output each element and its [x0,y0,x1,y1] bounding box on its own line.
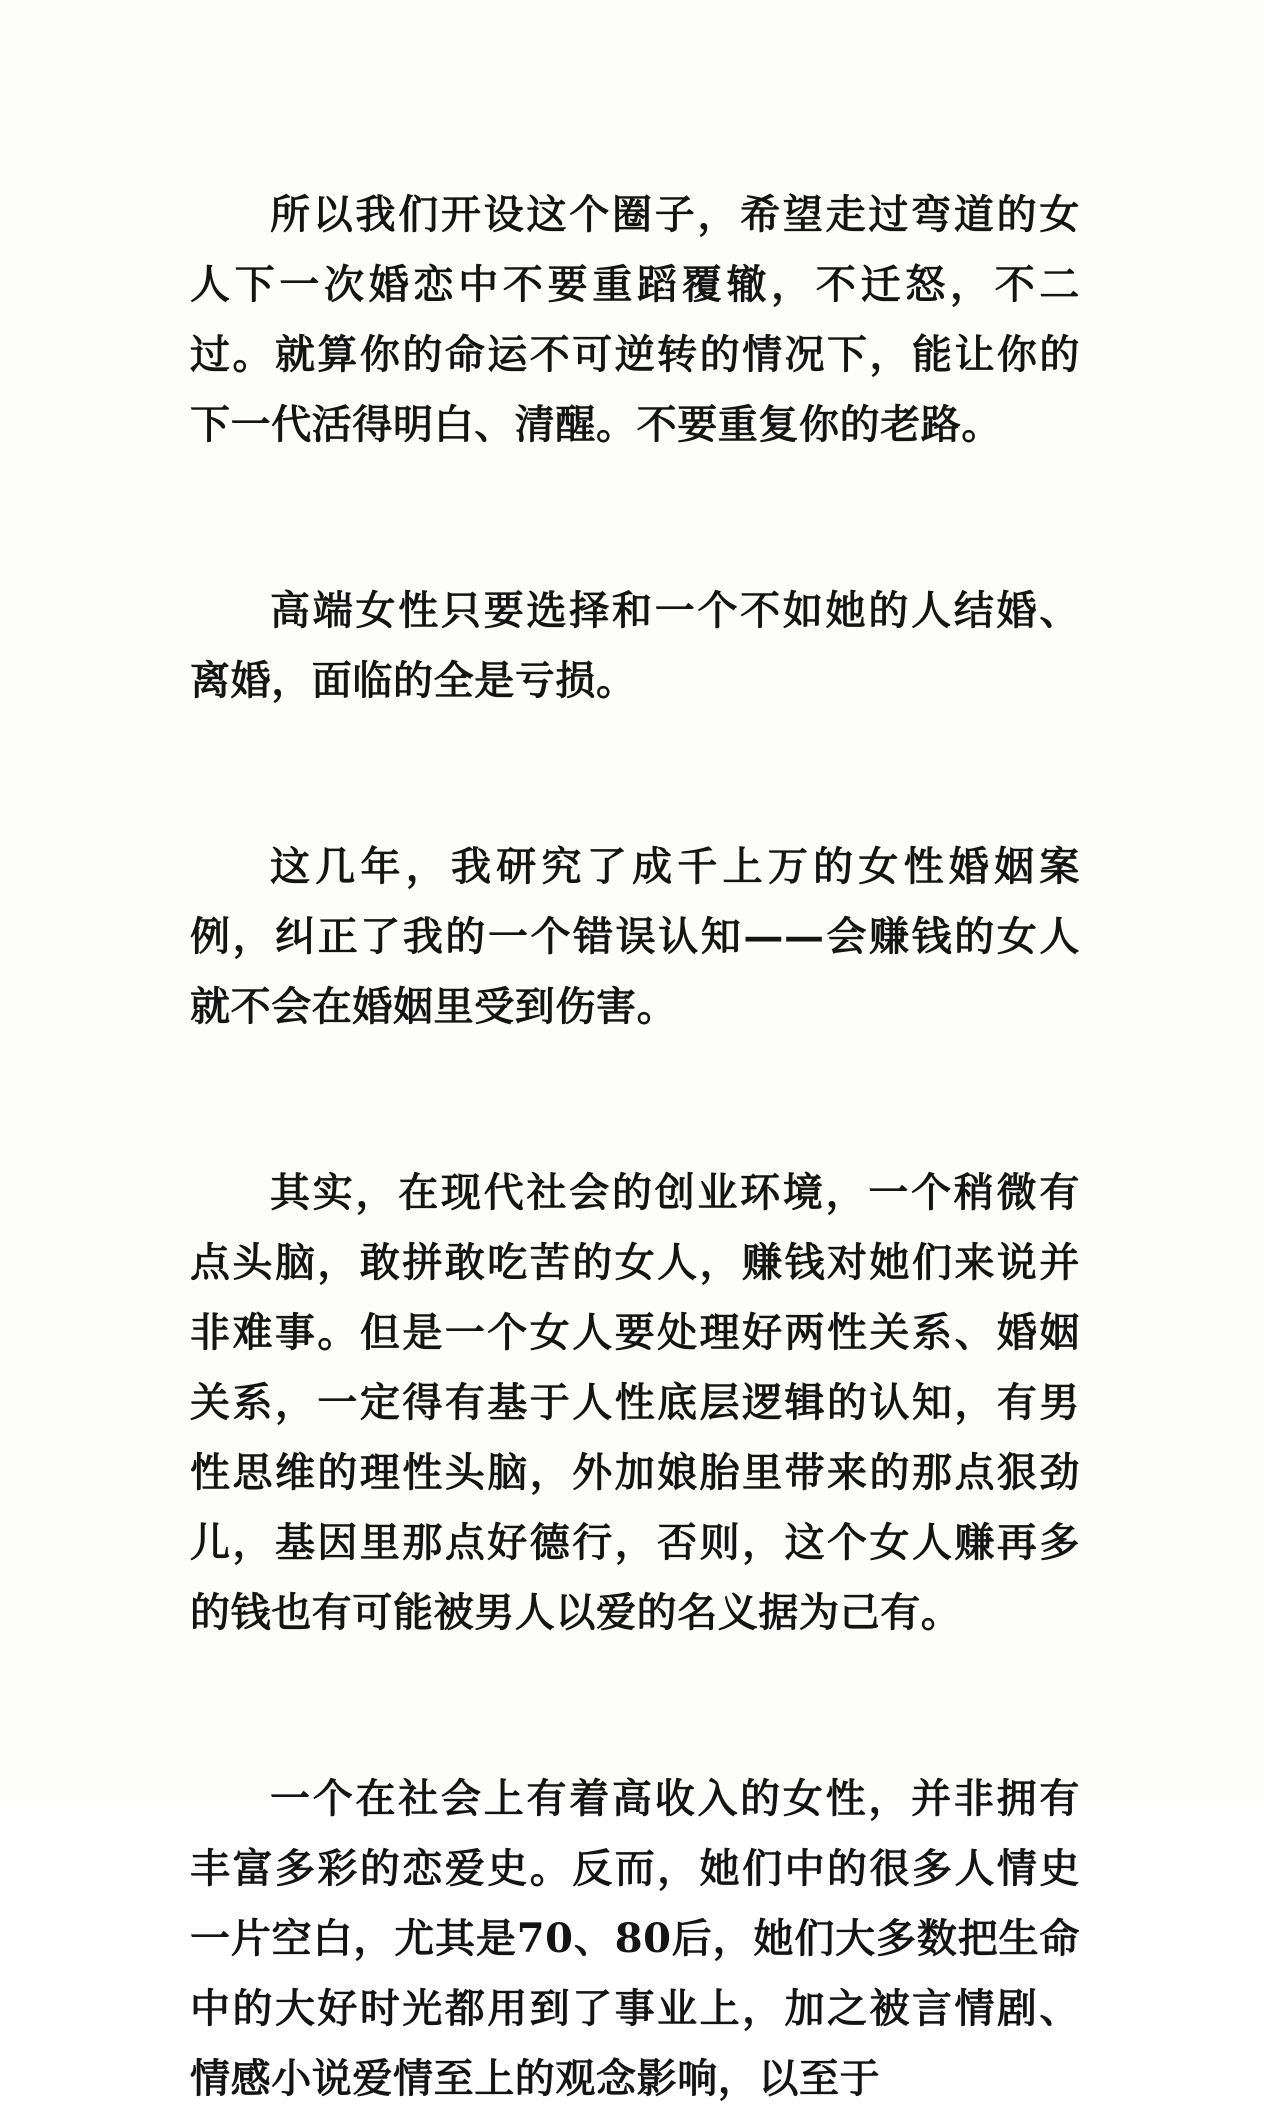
paragraph-2: 高端女性只要选择和一个不如她的人结婚、离婚，面临的全是亏损。 [190,587,1080,704]
paragraph-5: 一个在社会上有着高收入的女性，并非拥有丰富多彩的恋爱史。反而，她们中的很多人情史一片空白，尤其是70、80后，她们大多数把生命中的大好时光都用到了事业上，加之被言情剧、情感小说爱情至上的观念影响，以至于 [190,1775,1080,2102]
paragraph-1: 所以我们开设这个圈子，希望走过弯道的女人下一次婚恋中不要重蹈覆辙，不迁怒，不二过。就算你的命运不可逆转的情况下，能让你的下一代活得明白、清醒。不要重复你的老路。 [190,191,1080,448]
paragraph-3: 这几年，我研究了成千上万的女性婚姻案例，纠正了我的一个错误认知——会赚钱的女人就不会在婚姻里受到伤害。 [190,843,1080,1030]
paragraph-4: 其实，在现代社会的创业环境，一个稍微有点头脑，敢拼敢吃苦的女人，赚钱对她们来说并非难事。但是一个女人要处理好两性关系、婚姻关系，一定得有基于人性底层逻辑的认知，有男性思维的理性头脑，外加娘胎里带来的那点狠劲儿，基因里那点好德行，否则，这个女人赚再多的钱也有可能被男人以爱的名义据为己有。 [190,1169,1080,1636]
page-body-text [190,180,1080,2114]
